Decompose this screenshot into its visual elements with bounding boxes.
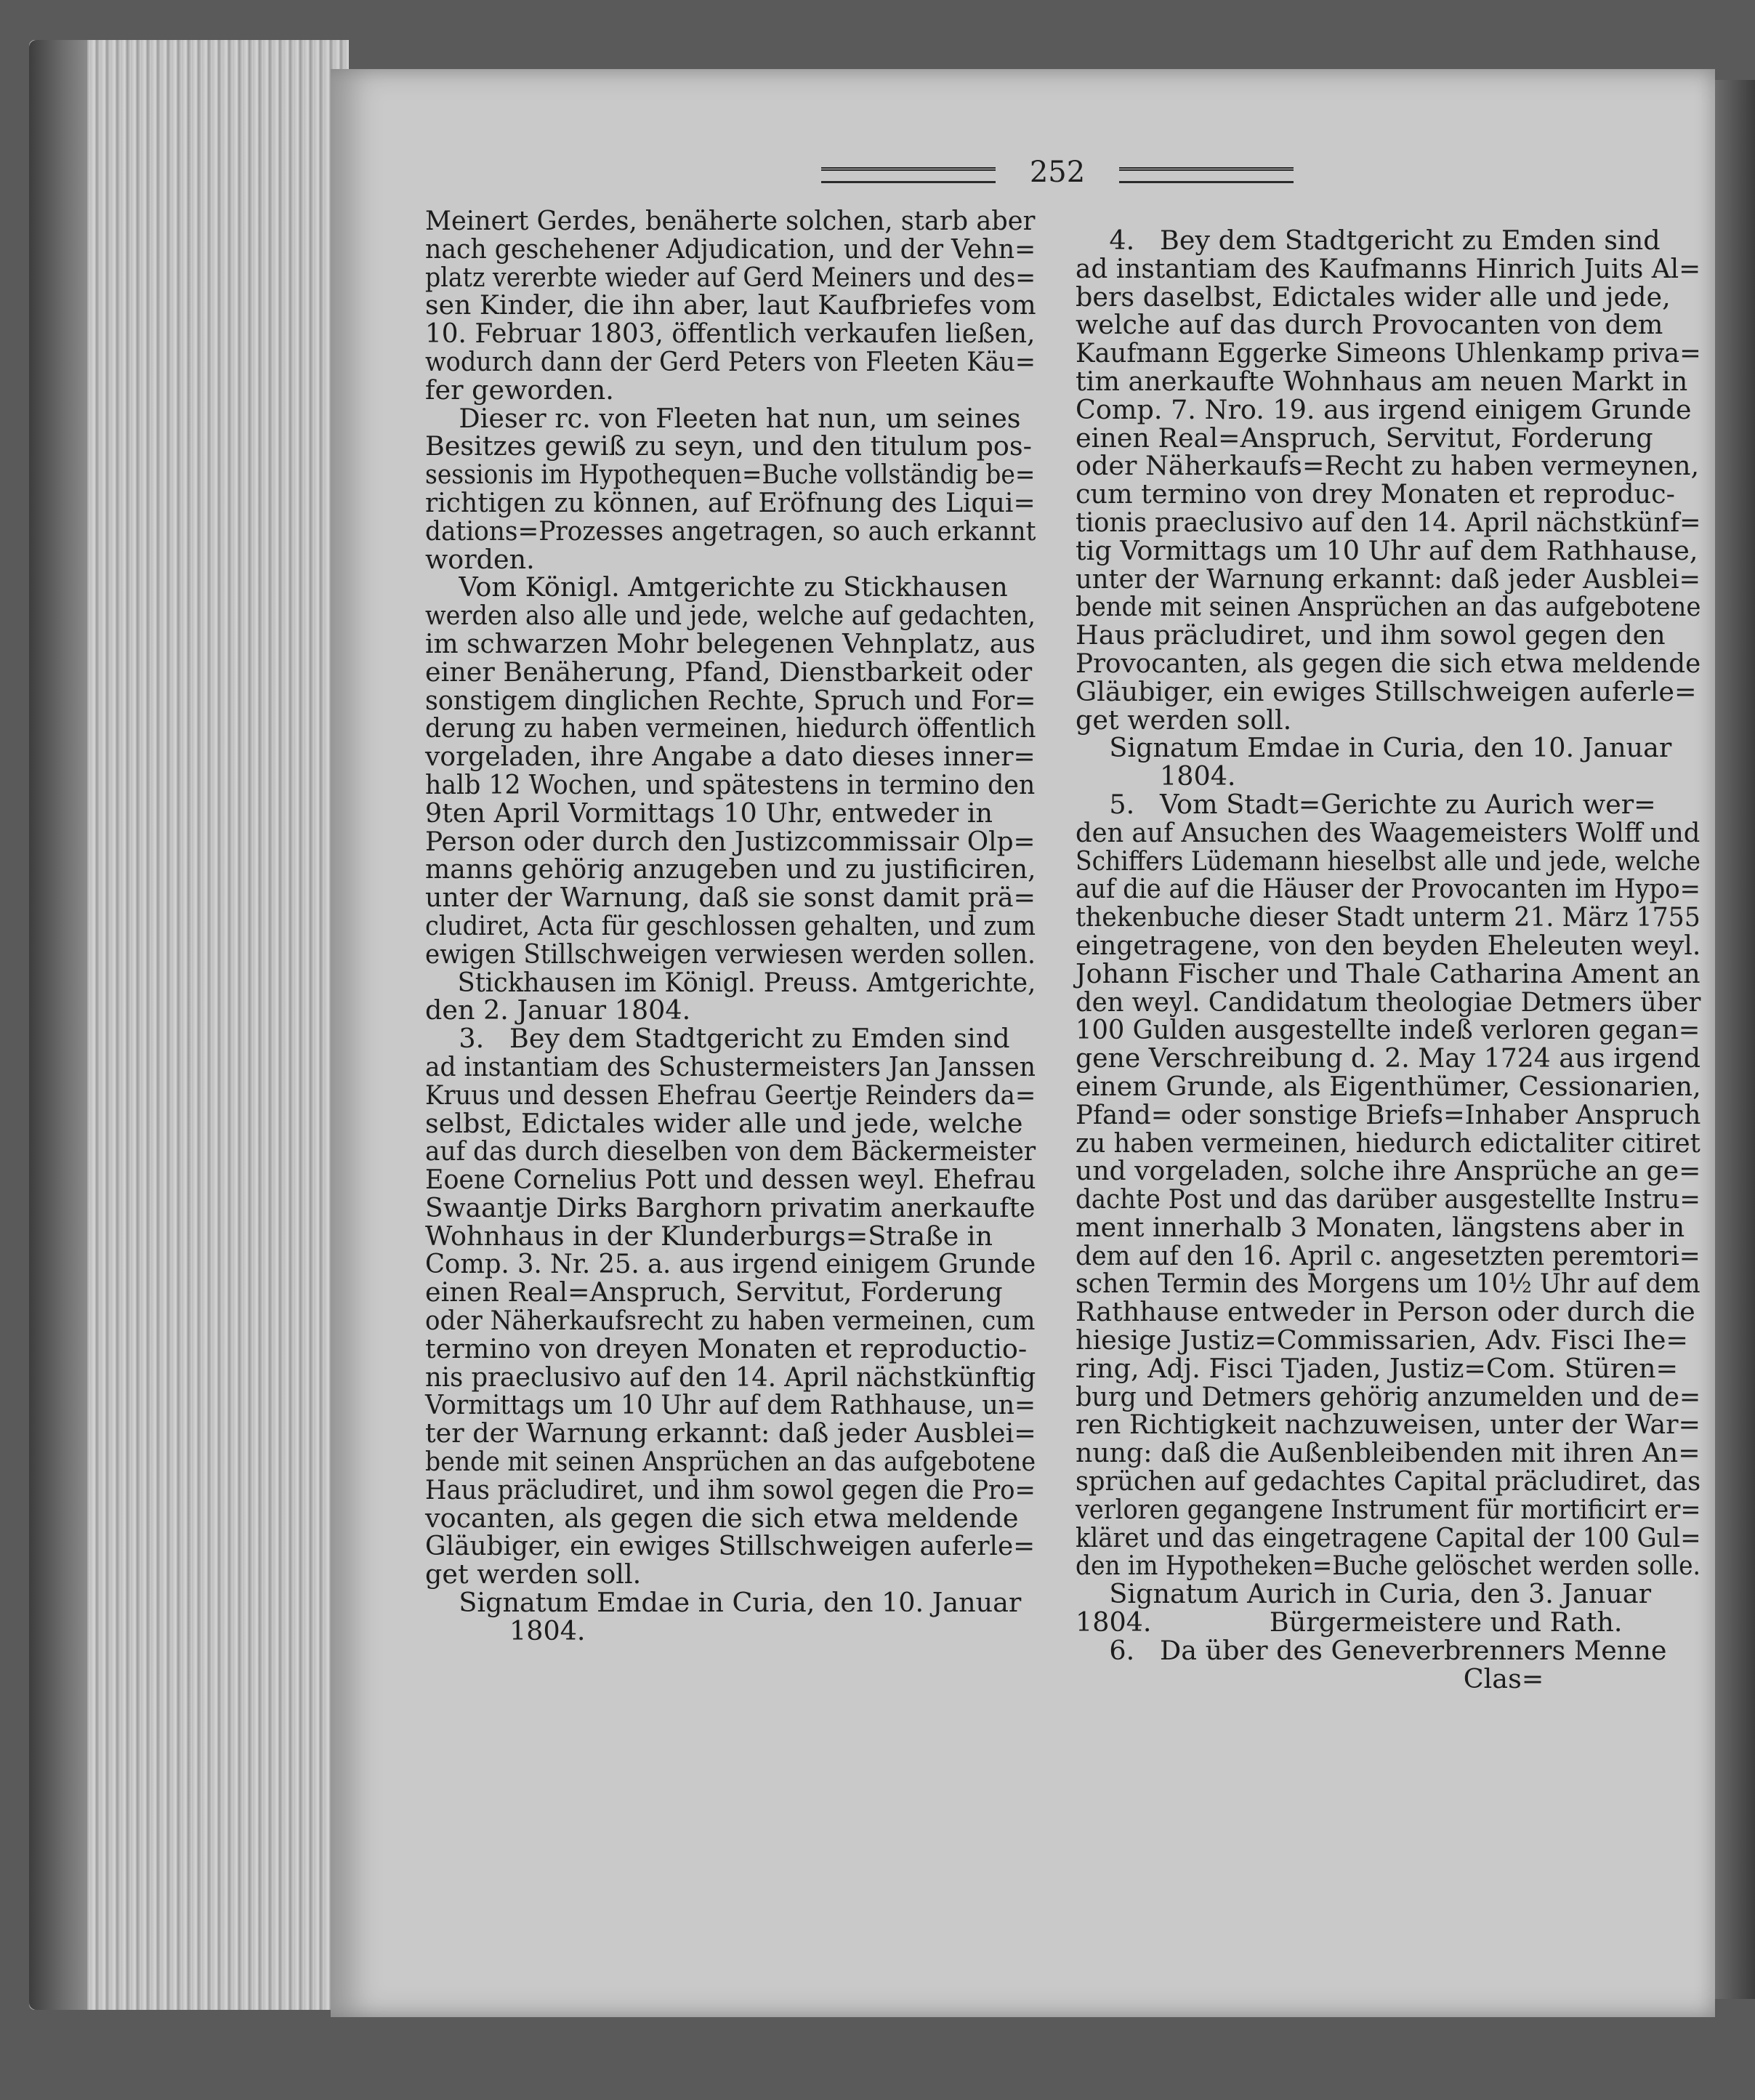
- text-line: Eoene Cornelius Pott und dessen weyl. Ehefrau: [425, 1164, 1036, 1196]
- text-line: Signatum Emdae in Curia, den 10. Januar: [425, 1587, 1022, 1619]
- text-line: Johann Fischer und Thale Catharina Ament an: [1076, 957, 1700, 989]
- text-line: richtigen zu können, auf Eröfnung des Liqui=: [425, 486, 1036, 518]
- text-line: vocanten, als gegen die sich etwa meldende: [425, 1502, 1019, 1534]
- text-line: ring, Adj. Fisci Tjaden, Justiz=Com. Stüren=: [1076, 1352, 1679, 1384]
- text-line: Wohnhaus in der Klunderburgs=Straße in: [425, 1220, 993, 1252]
- text-line: nach geschehener Adjudication, und der Vehn=: [425, 233, 1036, 265]
- text-line: den im Hypotheken=Buche gelöschet werden solle.: [1076, 1550, 1700, 1582]
- text-line: burg und Detmers gehörig anzumelden und de=: [1076, 1380, 1701, 1412]
- text-line: 4. Bey dem Stadtgericht zu Emden sind: [1076, 225, 1661, 256]
- text-line: bers daselbst, Edictales wider alle und jede,: [1076, 281, 1671, 313]
- text-line: tim anerkaufte Wohnhaus am neuen Markt in: [1076, 365, 1688, 397]
- text-line: schen Termin des Morgens um 10½ Uhr auf dem: [1076, 1268, 1700, 1300]
- text-line: get werden soll.: [425, 1558, 642, 1590]
- text-line: termino von dreyen Monaten et reproductio-: [425, 1332, 1028, 1364]
- text-line: und vorgeladen, solche ihre Ansprüche an ge=: [1076, 1155, 1701, 1187]
- text-line: ter der Warnung erkannt: daß jeder Ausblei=: [425, 1417, 1036, 1449]
- text-line: Clas=: [1076, 1662, 1544, 1694]
- text-line: Besitzes gewiß zu seyn, und den titulum pos-: [425, 430, 1032, 462]
- text-line: Schiffers Lüdemann hieselbst alle und jede, welche: [1076, 845, 1700, 877]
- text-line: sen Kinder, die ihn aber, laut Kaufbriefes vom: [425, 289, 1036, 321]
- text-line: dations=Prozesses angetragen, so auch erkannt: [425, 515, 1036, 547]
- text-line: Meinert Gerdes, benäherte solchen, starb aber: [425, 205, 1036, 236]
- text-line: zu haben vermeinen, hiedurch edictaliter citiret: [1076, 1127, 1700, 1159]
- right-text-column: [1076, 227, 1700, 1693]
- text-line: einen Real=Anspruch, Servitut, Forderung: [1076, 422, 1653, 454]
- text-line: ren Richtigkeit nachzuweisen, unter der War=: [1076, 1409, 1701, 1441]
- text-line: get werden soll.: [1076, 704, 1292, 736]
- text-line: sonstigem dinglichen Rechte, Spruch und For=: [425, 684, 1036, 716]
- text-line: den weyl. Candidatum theologiae Detmers über: [1076, 986, 1701, 1018]
- text-line: 9ten April Vormittags 10 Uhr, entweder in: [425, 797, 993, 829]
- text-line: verloren gegangene Instrument für mortificirt er=: [1076, 1493, 1701, 1525]
- text-line: werden also alle und jede, welche auf gedachten,: [425, 600, 1036, 632]
- text-line: derung zu haben vermeinen, hiedurch öffentlich: [425, 712, 1036, 744]
- text-line: Person oder durch den Justizcommissair Olp=: [425, 825, 1036, 857]
- text-line: Comp. 7. Nro. 19. aus irgend einigem Grunde: [1076, 393, 1692, 425]
- text-line: 6. Da über des Geneverbrenners Menne: [1076, 1634, 1667, 1666]
- text-line: nung: daß die Außenbleibenden mit ihren An=: [1076, 1437, 1700, 1469]
- text-line: Comp. 3. Nr. 25. a. aus irgend einigem Grunde: [425, 1248, 1036, 1280]
- text-line: 100 Gulden ausgestellte indeß verloren gegan=: [1076, 1014, 1700, 1046]
- text-line: unter der Warnung, daß sie sonst damit prä=: [425, 882, 1036, 914]
- text-line: ewigen Stillschweigen verwiesen werden sollen.: [425, 938, 1036, 970]
- text-line: ad instantiam des Kaufmanns Hinrich Juits Al=: [1076, 252, 1701, 284]
- text-line: bende mit seinen Ansprüchen an das aufgebotene: [425, 1446, 1036, 1478]
- text-line: einer Benäherung, Pfand, Dienstbarkeit oder: [425, 656, 1033, 688]
- left-text-column: [425, 207, 1036, 1646]
- text-line: gene Verschreibung d. 2. May 1724 aus irgend: [1076, 1042, 1701, 1074]
- text-line: 1804.: [425, 1614, 586, 1646]
- text-line: auf die auf die Häuser der Provocanten im Hypo=: [1076, 873, 1700, 905]
- text-line: Signatum Emdae in Curia, den 10. Januar: [1076, 732, 1672, 764]
- text-line: kläret und das eingetragene Capital der 100 Gul=: [1076, 1521, 1701, 1553]
- text-line: Pfand= oder sonstige Briefs=Inhaber Anspruch: [1076, 1098, 1701, 1130]
- text-line: Kaufmann Eggerke Simeons Uhlenkamp priva=: [1076, 337, 1701, 369]
- text-line: Gläubiger, ein ewiges Stillschweigen auferle=: [1076, 675, 1697, 707]
- text-line: bende mit seinen Ansprüchen an das aufgebotene: [1076, 591, 1701, 623]
- text-line: ment innerhalb 3 Monaten, längstens aber in: [1076, 1211, 1685, 1243]
- text-line: Signatum Aurich in Curia, den 3. Januar: [1076, 1578, 1652, 1610]
- book-spine: [29, 40, 87, 2010]
- text-line: platz vererbte wieder auf Gerd Meiners und des=: [425, 261, 1036, 293]
- text-line: thekenbuche dieser Stadt unterm 21. März 1755: [1076, 901, 1700, 933]
- text-line: cludiret, Acta für geschlossen gehalten, und zum: [425, 909, 1036, 941]
- text-line: Swaantje Dirks Barghorn privatim anerkaufte: [425, 1191, 1036, 1223]
- text-line: halb 12 Wochen, und spätestens in termino den: [425, 768, 1036, 800]
- text-line: tionis praeclusivo auf den 14. April nächstkünf=: [1076, 506, 1701, 538]
- text-line: Vormittags um 10 Uhr auf dem Rathhause, un=: [425, 1389, 1036, 1421]
- text-line: einen Real=Anspruch, Servitut, Forderung: [425, 1276, 1003, 1308]
- text-line: den 2. Januar 1804.: [425, 994, 691, 1026]
- text-line: Provocanten, als gegen die sich etwa meldende: [1076, 647, 1701, 679]
- text-line: Dieser rc. von Fleeten hat nun, um seines: [425, 402, 1021, 434]
- text-line: tig Vormittags um 10 Uhr auf dem Rathhause,: [1076, 534, 1698, 566]
- text-line: oder Näherkaufsrecht zu haben vermeinen, cum: [425, 1305, 1036, 1337]
- text-line: Vom Königl. Amtgerichte zu Stickhausen: [425, 571, 1008, 603]
- text-line: unter der Warnung erkannt: daß jeder Ausblei=: [1076, 563, 1701, 595]
- page-number: 252: [1029, 156, 1086, 189]
- text-line: den auf Ansuchen des Waagemeisters Wolff und: [1076, 816, 1700, 848]
- text-line: dem auf den 16. April c. angesetzten peremtori=: [1076, 1239, 1700, 1271]
- text-line: fer geworden.: [425, 374, 614, 406]
- text-line: hiesige Justiz=Commissarien, Adv. Fisci Ihe=: [1076, 1324, 1689, 1356]
- text-line: wodurch dann der Gerd Peters von Fleeten Käu=: [425, 345, 1036, 377]
- text-line: eingetragene, von den beyden Eheleuten weyl.: [1076, 929, 1701, 961]
- header-rule-right: [1119, 167, 1294, 183]
- page-header: [821, 156, 1294, 196]
- text-line: Rathhause entweder in Person oder durch die: [1076, 1296, 1695, 1328]
- text-line: sprüchen auf gedachtes Capital präcludiret, das: [1076, 1465, 1701, 1497]
- text-line: 1804. Bürgermeistere und Rath.: [1076, 1606, 1623, 1638]
- text-line: selbst, Edictales wider alle und jede, welche: [425, 1107, 1023, 1139]
- text-line: nis praeclusivo auf den 14. April nächstkünftig: [425, 1361, 1036, 1393]
- text-line: welche auf das durch Provocanten von dem: [1076, 309, 1663, 341]
- text-line: Stickhausen im Königl. Preuss. Amtgerichte,: [425, 966, 1036, 998]
- text-line: Haus präcludiret, und ihm sowol gegen den: [1076, 619, 1666, 651]
- text-line: 3. Bey dem Stadtgericht zu Emden sind: [425, 1023, 1010, 1055]
- text-line: Haus präcludiret, und ihm sowol gegen die Pro=: [425, 1473, 1036, 1505]
- text-line: Kruus und dessen Ehefrau Geertje Reinders da=: [425, 1079, 1036, 1111]
- text-line: 5. Vom Stadt=Gerichte zu Aurich wer=: [1076, 788, 1656, 820]
- text-line: sessionis im Hypothequen=Buche vollständig be=: [425, 459, 1036, 491]
- text-line: im schwarzen Mohr belegenen Vehnplatz, aus: [425, 627, 1036, 659]
- text-line: worden.: [425, 543, 535, 575]
- right-edge-shadow: [1715, 80, 1755, 1999]
- text-line: dachte Post und das darüber ausgestellte Instru=: [1076, 1183, 1700, 1215]
- text-line: einem Grunde, als Eigenthümer, Cessionarien,: [1076, 1070, 1701, 1102]
- text-line: vorgeladen, ihre Angabe a dato dieses inner=: [425, 741, 1036, 773]
- text-line: cum termino von drey Monaten et reproduc-: [1076, 478, 1675, 510]
- text-line: 1804.: [1076, 760, 1236, 792]
- text-line: auf das durch dieselben von dem Bäckermeister: [425, 1135, 1036, 1167]
- text-line: manns gehörig anzugeben und zu justificiren,: [425, 853, 1036, 885]
- text-line: oder Näherkaufs=Recht zu haben vermeynen,: [1076, 450, 1700, 482]
- text-line: Gläubiger, ein ewiges Stillschweigen auferle=: [425, 1530, 1036, 1562]
- text-line: 10. Februar 1803, öffentlich verkaufen ließen,: [425, 318, 1036, 350]
- text-line: ad instantiam des Schustermeisters Jan Janssen: [425, 1050, 1036, 1082]
